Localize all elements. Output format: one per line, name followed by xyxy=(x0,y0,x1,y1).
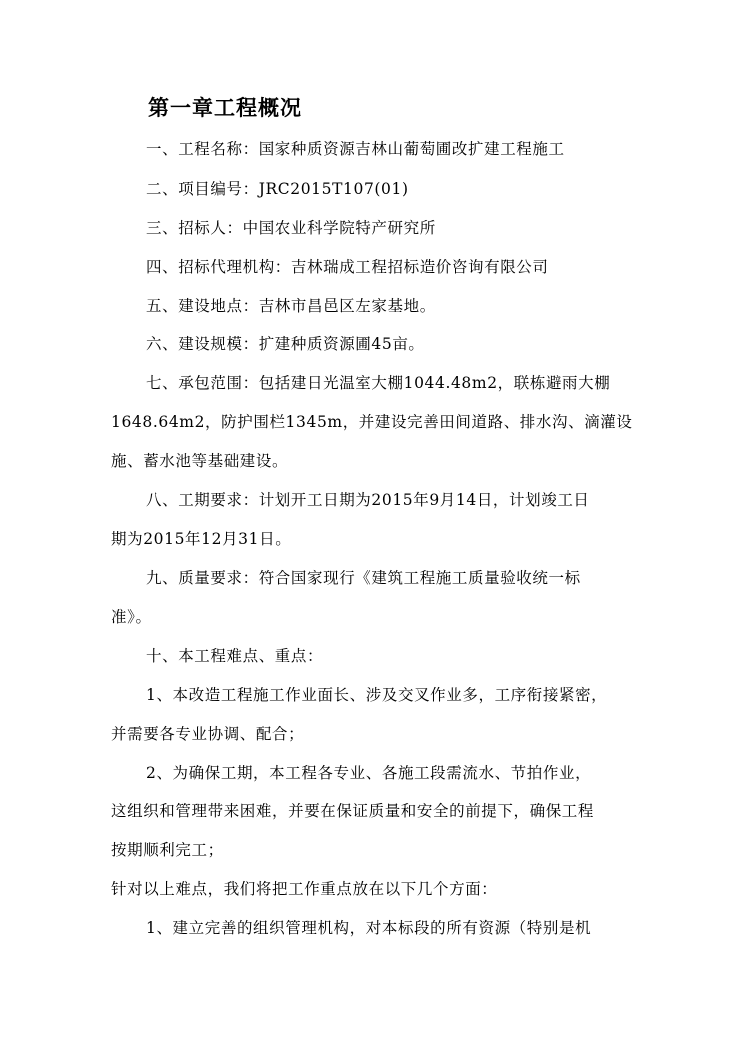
paragraph-line: 三、招标人：中国农业科学院特产研究所 xyxy=(146,219,436,237)
paragraph-line: 九、质量要求：符合国家现行《建筑工程施工质量验收统一标 xyxy=(146,569,581,587)
paragraph-line: 二、项目编号：JRC2015T107(01) xyxy=(146,180,409,198)
paragraph-line: 针对以上难点，我们将把工作重点放在以下几个方面： xyxy=(111,880,498,898)
paragraph-line: 1、本改造工程施工作业面长、涉及交叉作业多，工序衔接紧密， xyxy=(146,686,608,704)
paragraph-line: 四、招标代理机构：吉林瑞成工程招标造价咨询有限公司 xyxy=(146,258,549,276)
paragraph-line: 施、蓄水池等基础建设。 xyxy=(111,452,289,470)
paragraph-line: 六、建设规模：扩建种质资源圃45亩。 xyxy=(146,335,425,353)
paragraph-line: 五、建设地点：吉林市昌邑区左家基地。 xyxy=(146,297,436,315)
paragraph-line: 一、工程名称：国家种质资源吉林山葡萄圃改扩建工程施工 xyxy=(146,140,565,158)
paragraph-line: 2、为确保工期，本工程各专业、各施工段需流水、节拍作业， xyxy=(146,764,592,782)
paragraph-line: 期为2015年12月31日。 xyxy=(111,530,292,548)
paragraph-line: 八、工期要求：计划开工日期为2015年9月14日，计划竣工日 xyxy=(146,491,590,509)
paragraph-line: 准》。 xyxy=(111,608,152,626)
paragraph-line: 按期顺利完工； xyxy=(111,841,224,859)
chapter-title: 第一章工程概况 xyxy=(148,95,302,120)
paragraph-line: 并需要各专业协调、配合； xyxy=(111,725,305,743)
paragraph-line: 十、本工程难点、重点： xyxy=(146,647,324,665)
paragraph-line: 这组织和管理带来困难，并要在保证质量和安全的前提下，确保工程 xyxy=(111,802,595,820)
paragraph-line: 1648.64m2，防护围栏1345m，并建设完善田间道路、排水沟、滴灌设 xyxy=(111,413,633,431)
paragraph-line: 1、建立完善的组织管理机构，对本标段的所有资源（特别是机 xyxy=(146,919,592,937)
paragraph-line: 七、承包范围：包括建日光温室大棚1044.48m2，联栋避雨大棚 xyxy=(146,374,611,392)
